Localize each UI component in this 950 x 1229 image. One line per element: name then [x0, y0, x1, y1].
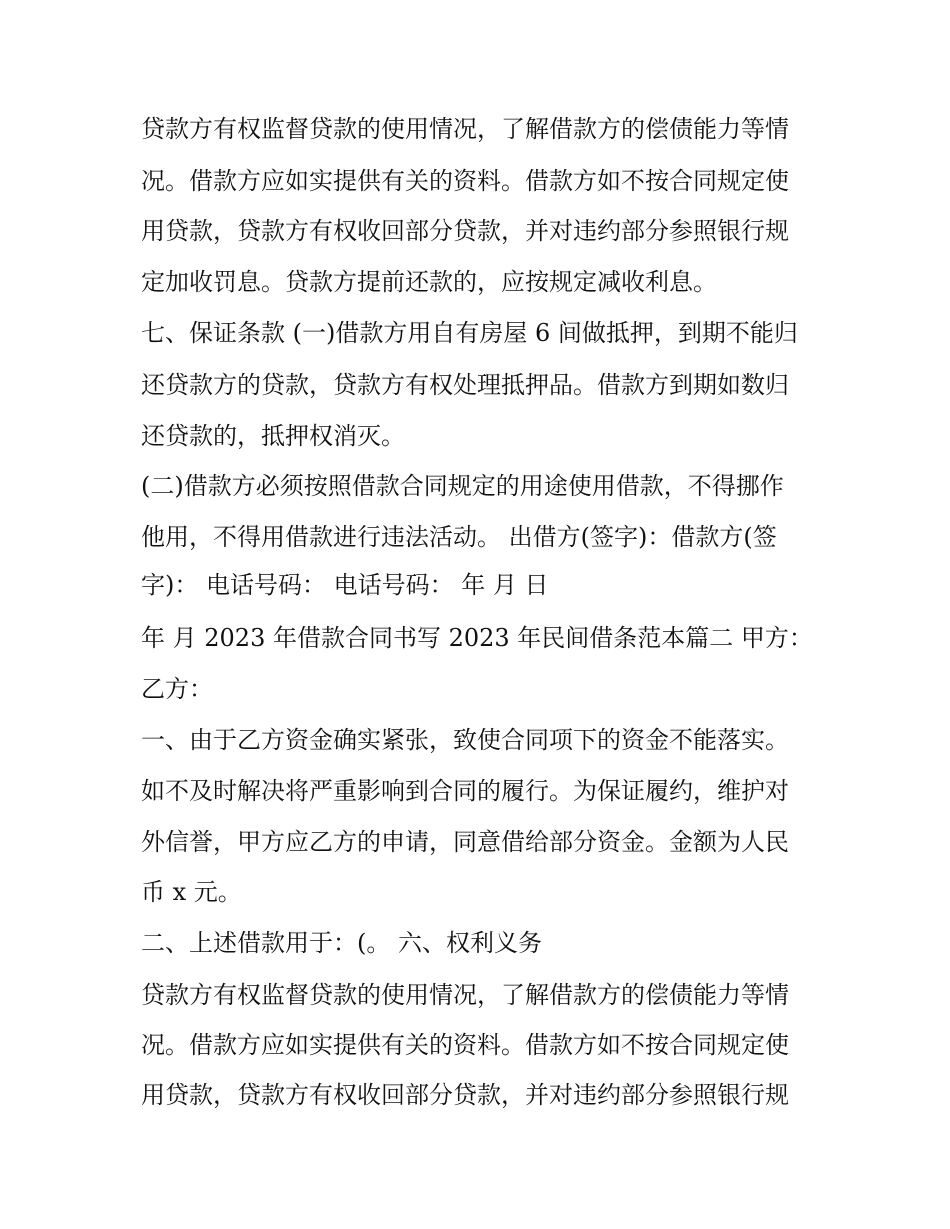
text-line-6: 还贷款方的贷款，贷款方有权处理抵押品。借款方到期如数归 — [141, 371, 789, 399]
text-line-4: 定加收罚息。贷款方提前还款的，应按规定减收利息。 — [141, 268, 717, 296]
text-line-9: 他用，不得用借款进行违法活动。 出借方(签字)：借款方(签 — [141, 523, 777, 551]
text-line-12: 乙方： — [141, 675, 213, 703]
text-line-19: 况。借款方应如实提供有关的资料。借款方如不按合同规定使 — [141, 1031, 789, 1059]
text-line-8: (二)借款方必须按照借款合同规定的用途使用借款，不得挪作 — [141, 472, 784, 500]
text-line-11: 年 月 2023 年借款合同书写 2023 年民间借条范本篇二 甲方： — [141, 624, 813, 652]
text-line-17: 二、上述借款用于：(。 六、权利义务 — [141, 929, 542, 957]
text-line-14: 如不及时解决将严重影响到合同的履行。为保证履约，维护对 — [141, 777, 789, 805]
text-line-10: 字)： 电话号码： 电话号码： 年 月 日 — [141, 571, 549, 599]
text-line-15: 外信誉，甲方应乙方的申请，同意借给部分资金。金额为人民 — [141, 828, 789, 856]
text-line-13: 一、由于乙方资金确实紧张，致使合同项下的资金不能落实。 — [141, 726, 789, 754]
text-line-18: 贷款方有权监督贷款的使用情况，了解借款方的偿债能力等情 — [141, 981, 789, 1009]
text-line-5: 七、保证条款 (一)借款方用自有房屋 6 间做抵押，到期不能归 — [141, 319, 798, 347]
text-line-2: 况。借款方应如实提供有关的资料。借款方如不按合同规定使 — [141, 167, 789, 195]
text-line-20: 用贷款，贷款方有权收回部分贷款，并对违约部分参照银行规 — [141, 1081, 789, 1109]
text-line-16: 币 x 元。 — [141, 878, 242, 906]
text-line-7: 还贷款的，抵押权消灭。 — [141, 422, 405, 450]
text-line-1: 贷款方有权监督贷款的使用情况，了解借款方的偿债能力等情 — [141, 115, 789, 143]
text-line-3: 用贷款，贷款方有权收回部分贷款，并对违约部分参照银行规 — [141, 217, 789, 245]
